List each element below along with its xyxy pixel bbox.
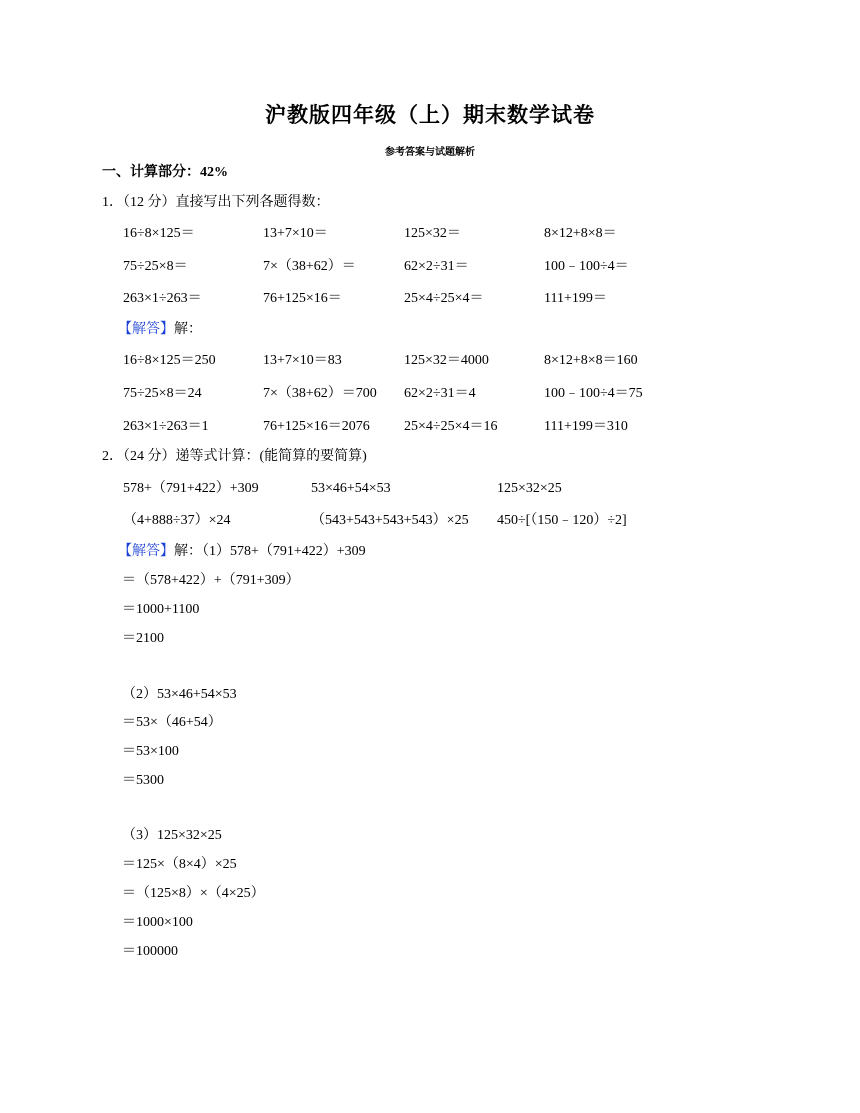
q1-problem: 25×4÷25×4＝: [404, 291, 484, 306]
q1-answer: 76+125×16＝2076: [263, 419, 370, 434]
q1-problem: 16÷8×125＝: [123, 226, 195, 241]
solution-step: ＝（578+422）+（791+309）: [122, 573, 300, 588]
q2-problem: 125×32×25: [497, 481, 562, 496]
q1-answer: 13+7×10＝83: [263, 353, 342, 368]
q1-problem: 7×（38+62）＝: [263, 259, 356, 274]
q1-problem: 62×2÷31＝: [404, 259, 469, 274]
section-heading: 一、计算部分：42%: [102, 165, 228, 180]
solution-part-heading: （2）53×46+54×53: [122, 687, 237, 702]
q2-problem: 450÷[（150﹣120）÷2]: [497, 513, 627, 528]
page-title: 沪教版四年级（上）期末数学试卷: [265, 102, 595, 127]
q1-answer: 75÷25×8＝24: [123, 386, 202, 401]
q1-answer: 263×1÷263＝1: [123, 419, 209, 434]
q1-answer: 62×2÷31＝4: [404, 386, 476, 401]
q2-answer-label: [118, 543, 366, 561]
q1-answer: 100﹣100÷4＝75: [544, 386, 643, 401]
solution-step: ＝5300: [122, 773, 164, 788]
answer-first-line: 解：（1）578+（791+422）+309: [174, 544, 366, 559]
solution-step: ＝125×（8×4）×25: [122, 857, 237, 872]
q1-problem: 13+7×10＝: [263, 226, 328, 241]
q1-answer-label: [118, 321, 202, 339]
q2-problem: 53×46+54×53: [311, 481, 391, 496]
solution-step: ＝53×100: [122, 744, 179, 759]
q1-answer: 111+199＝310: [544, 419, 628, 434]
solution-step: ＝2100: [122, 631, 164, 646]
q2-problem: 578+（791+422）+309: [123, 481, 259, 496]
q1-problem: 76+125×16＝: [263, 291, 342, 306]
q1-answer: 25×4÷25×4＝16: [404, 419, 498, 434]
q1-answer: 16÷8×125＝250: [123, 353, 216, 368]
solution-step: ＝1000×100: [122, 915, 193, 930]
q1-problem: 75÷25×8＝: [123, 259, 188, 274]
solution-step: ＝（125×8）×（4×25）: [122, 886, 265, 901]
page-subtitle: 参考答案与试题解析: [385, 147, 475, 158]
q1-problem: 125×32＝: [404, 226, 461, 241]
q1-problem: 111+199＝: [544, 291, 607, 306]
solution-part-heading: （3）125×32×25: [122, 828, 222, 843]
q1-answer: 8×12+8×8＝160: [544, 353, 638, 368]
solution-step: ＝1000+1100: [122, 602, 200, 617]
answer-tag: 【解答】: [118, 322, 174, 337]
question-2-prompt: 2．（24 分）递等式计算：(能简算的要简算): [102, 449, 367, 464]
solution-step: ＝53×（46+54）: [122, 715, 222, 730]
q1-problem: 263×1÷263＝: [123, 291, 202, 306]
q2-problem: （543+543+543+543）×25: [311, 513, 469, 528]
q1-answer: 125×32＝4000: [404, 353, 489, 368]
answer-prefix: 解：: [174, 322, 202, 337]
question-1-prompt: 1．（12 分）直接写出下列各题得数：: [102, 195, 330, 210]
q1-problem: 8×12+8×8＝: [544, 226, 617, 241]
q1-problem: 100﹣100÷4＝: [544, 259, 629, 274]
answer-tag: 【解答】: [118, 544, 174, 559]
q1-answer: 7×（38+62）＝700: [263, 386, 377, 401]
q2-problem: （4+888÷37）×24: [123, 513, 231, 528]
solution-step: ＝100000: [122, 944, 178, 959]
